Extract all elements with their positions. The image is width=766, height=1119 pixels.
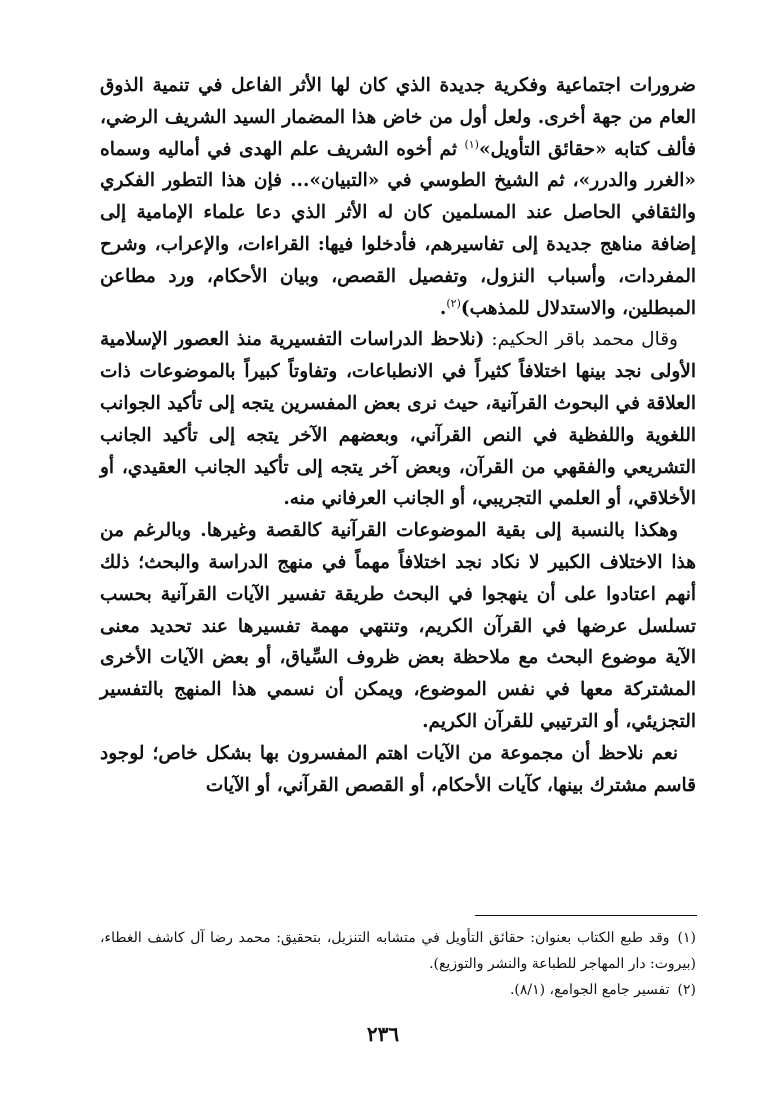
footnote-2-text: تفسير جامع الجوامع، (٨/١). <box>509 982 670 998</box>
footnote-ref-1[interactable]: (١) <box>464 137 479 151</box>
paragraph-1-part-a: ضرورات اجتماعية وفكرية جديدة الذي كان لها الأثر الفاعل في تنمية الذوق العام من جهة أخرى. ولعل أول من خاض هذا المضمار السيد الشريف الرضي، فألف كتابه «حقائق التأويل» <box>100 75 696 160</box>
paragraph-1-part-c: . <box>439 297 447 319</box>
paragraph-2-quote: (نلاحظ الدراسات التفسيرية منذ العصور الإسلامية الأولى نجد بينها اختلافاً كثيراً في الانطباعات، وتفاوتاً كبيراً بالموضوعات ذات العلاقة في البحوث القرآنية، حيث نرى بعض المفسرين يتجه إلى تأكيد الجوانب اللغوية واللفظية في النص القرآني، وبعضهم الآخر يتجه إلى تأكيد الجانب التشريعي والفقهي من القرآن، وبعض آخر يتجه إلى تأكيد الجانب العقيدي، أو الأخلاقي، أو العلمي التجريبي، أو الجانب العرفاني منه. <box>100 329 696 510</box>
paragraph-4: نعم نلاحظ أن مجموعة من الآيات اهتم المفسرون بها بشكل خاص؛ لوجود قاسم مشترك بينها، كآيات الأحكام، أو القصص القرآني، أو الآيات <box>100 742 696 796</box>
page-number: ٢٣٦ <box>366 1022 400 1046</box>
footnote-1-text: وقد طبع الكتاب بعنوان: حقائق التأويل في متشابه التنزيل، بتحقيق: محمد رضا آل كاشف الغطاء، (بيروت: دار المهاجر للطباعة والنشر والتوزيع). <box>100 930 696 972</box>
paragraph-2 <box>100 324 696 515</box>
paragraph-1-part-b: ثم أخوه الشريف علم الهدى في أماليه وسماه «الغرر والدرر»، ثم الشيخ الطوسي في «التبيان»... فإن هذا التطور الفكري والثقافي الحاصل عند المسلمين كان له الأثر الذي دعا علماء الإمامية إلى إضافة مناهج جديدة إلى تفاسيرهم، فأدخلوا فيها: القراءات، والإعراب، وشرح المفردات، وأسباب النزول، وتفصيل القصص، وبيان الأحكام، ورد مطاعن المبطلين، والاستدلال للمذهب) <box>100 138 696 319</box>
footnote-divider <box>475 915 697 916</box>
paragraph-3: وهكذا بالنسبة إلى بقية الموضوعات القرآنية كالقصة وغيرها. وبالرغم من هذا الاختلاف الكبير لا نكاد نجد اختلافاً مهماً في منهج الدراسة والبحث؛ ذلك أنهم اعتادوا على أن ينهجوا في البحث طريقة تفسير الآيات القرآنية بحسب تسلسل عرضها في القرآن الكريم، وتنتهي مهمة تفسيرها عند تحديد معنى الآية موضوع البحث مع ملاحظة بعض ظروف السِّياق، أو بعض الآيات الأخرى المشتركة معها في نفس الموضوع، ويمكن أن نسمي هذا المنهج بالتفسير التجزيئي، أو الترتيبي للقرآن الكريم. <box>100 520 696 732</box>
paragraph-1 <box>100 70 696 324</box>
footnote-ref-2[interactable]: (٢) <box>446 296 461 310</box>
footnote-1 <box>100 925 696 977</box>
paragraph-2-intro: وقال محمد باقر الحكيم: <box>484 329 678 351</box>
footnotes <box>100 925 696 1003</box>
main-text <box>100 70 696 801</box>
footnote-1-number: (١) <box>677 930 696 946</box>
footnote-2 <box>100 977 696 1003</box>
footnote-2-number: (٢) <box>677 982 696 998</box>
